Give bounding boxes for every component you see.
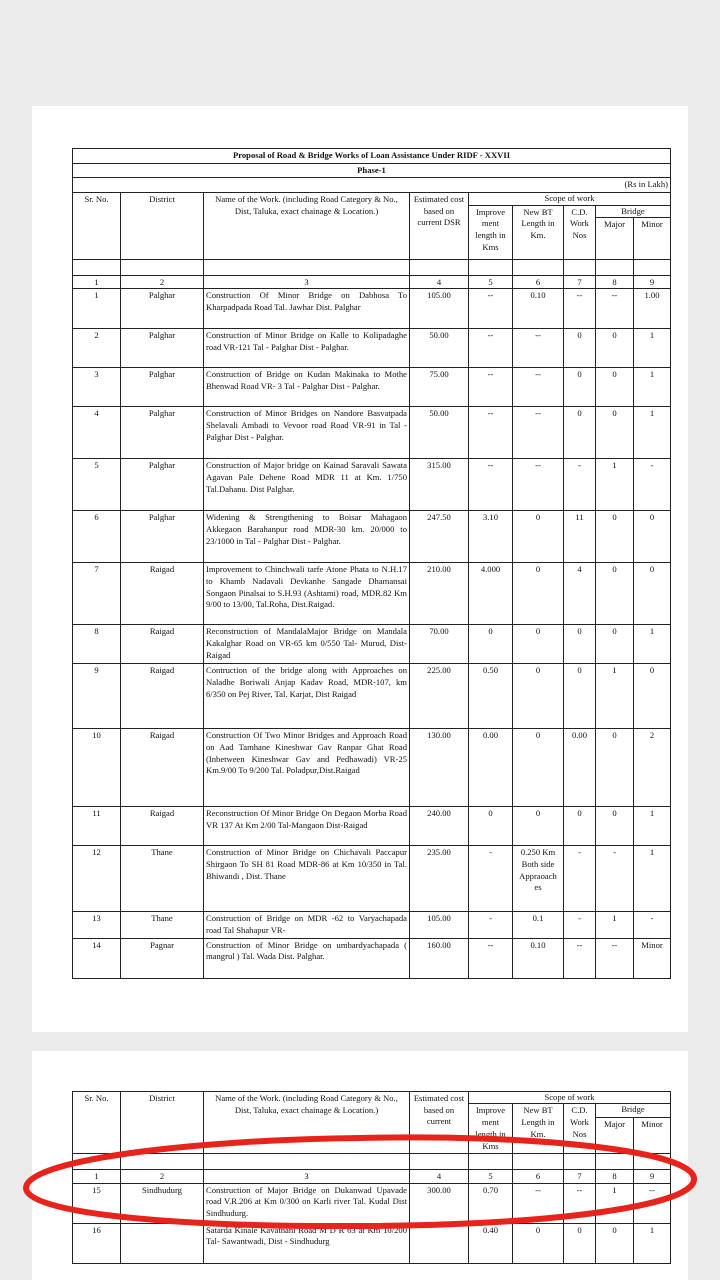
cell-improve: -- [469,289,513,329]
document-page-2 [32,1051,688,1280]
cell-new-bt: -- [513,329,564,368]
cell-cost: 315.00 [410,459,469,511]
cell-district: Raigad [121,625,204,664]
cell-sr: 10 [73,729,121,807]
cell-cost: 70.00 [410,625,469,664]
cell-sr: 8 [73,625,121,664]
table-row [73,459,671,511]
column-number: 3 [204,1170,410,1183]
column-number-row [73,1170,671,1183]
cell-district: Raigad [121,729,204,807]
cell-major: -- [596,289,634,329]
cell-major: -- [596,938,634,978]
cell-minor: 0 [634,563,671,625]
column-number: 1 [73,1170,121,1183]
column-number: 7 [564,275,596,288]
header-sr-no: Sr. No. [73,193,121,260]
column-number: 4 [410,1170,469,1183]
cell-work: Widening & Strengthening to Boisar Mahagaon Akkegaon Barahanpur road MDR-30 km. 20/000 to 23/1000 in Tal - Palghar Dist - Palghar. [204,511,410,563]
table-row [73,329,671,368]
cell-major: 0 [596,407,634,459]
cell-new-bt: -- [513,368,564,407]
cell-work: Construction of Major bridge on Kainad Saravali Sawata Agavan Pale Dehene Road MDR 11 at Km. 1/750 Tal.Dahanu. Dist Palghar. [204,459,410,511]
header-work-name: Name of the Work. (including Road Category & No., Dist, Taluka, exact chainage & Location.) [204,193,410,260]
column-number: 6 [513,1170,564,1183]
table-row [73,912,671,938]
phase-label: Phase-1 [73,163,671,178]
cell-improve: 0 [469,625,513,664]
cell-work: Construction of Bridge on Kudan Makinaka to Mothe Bhenwad Road VR- 3 Tal - Palghar Dist - Palghar. [204,368,410,407]
table-row [73,289,671,329]
header-improvement: Improve ment length in Kms [469,1104,513,1154]
cell-improve: 0.70 [469,1183,513,1223]
cell-district: Sindhudurg [121,1183,204,1223]
header-bridge: Bridge [596,1104,671,1118]
table-row [73,563,671,625]
table-row [73,846,671,912]
cell-sr: 3 [73,368,121,407]
cell-district [121,1223,204,1263]
cell-work: Contruction of the bridge along with Approaches on Naladhe Boriwali Anjap Kadav Road, MDR-107, km 6/350 on Pej River, Tal. Karjat, Dist Raigad [204,664,410,729]
cell-cost: 160.00 [410,938,469,978]
cell-sr: 13 [73,912,121,938]
cell-minor: - [634,459,671,511]
cell-cd: -- [564,289,596,329]
cell-sr: 5 [73,459,121,511]
column-number-row [73,275,671,288]
cell-improve: -- [469,459,513,511]
cell-sr: 2 [73,329,121,368]
cell-work: Satarda Kinale Kavathani Road M D R 63 at Km 10/200 Tal- Sawantwadi, Dist - Sindhudurg [204,1223,410,1263]
table-row [73,807,671,846]
cell-major: 0 [596,511,634,563]
cell-district: Palghar [121,329,204,368]
header-district: District [121,1092,204,1154]
cell-major: - [596,846,634,912]
cell-improve: 0.50 [469,664,513,729]
cell-new-bt: 0 [513,563,564,625]
cell-new-bt: 0 [513,511,564,563]
cell-cd: 0.00 [564,729,596,807]
table-row [73,729,671,807]
table-row [73,664,671,729]
cell-major: 1 [596,1183,634,1223]
column-number: 7 [564,1170,596,1183]
cell-minor: 1 [634,407,671,459]
cell-cd: 0 [564,807,596,846]
cell-work: Construction of Minor Bridge on Kalle to Kolipadaghe road VR-121 Tal - Palghar Dist - Palghar. [204,329,410,368]
header-estimated-cost: Estimated cost based on current [410,1092,469,1154]
cell-cd: - [564,912,596,938]
document-page-1 [32,106,688,1032]
cell-minor: 1 [634,368,671,407]
cell-cost: 50.00 [410,329,469,368]
cell-cd: 0 [564,664,596,729]
cell-work: Construction Of Minor Bridge on Dabhosa To Kharpadpada Road Tal. Jawhar Dist. Palghar [204,289,410,329]
cell-cost: 50.00 [410,407,469,459]
cell-district: Palghar [121,511,204,563]
unit-note: (Rs in Lakh) [73,178,671,193]
cell-minor: 1 [634,846,671,912]
cell-improve: -- [469,329,513,368]
table-title: Proposal of Road & Bridge Works of Loan Assistance Under RIDF - XXVII [73,149,671,164]
cell-new-bt: 0.10 [513,938,564,978]
cell-new-bt: -- [513,1183,564,1223]
header-sr-no: Sr. No. [73,1092,121,1154]
cell-major: 0 [596,1223,634,1263]
cell-improve: 0.40 [469,1223,513,1263]
cell-work: Reconstruction of MandalaMajor Bridge on Mandala Kakalghar Road on VR-65 km 0/550 Tal- Murud, Dist- Raigad [204,625,410,664]
cell-sr: 9 [73,664,121,729]
table-row [73,511,671,563]
cell-cost: 130.00 [410,729,469,807]
column-number: 8 [596,1170,634,1183]
header-minor: Minor [634,1118,671,1154]
cell-cost: 300.00 [410,1183,469,1223]
cell-work: Construction of Minor Bridges on Nandore Basvatpada Shelavali Ambadi to Vevoor road Road VR-91 in Tal - Palghar Dist - Palghar. [204,407,410,459]
cell-district: Palghar [121,407,204,459]
cell-sr: 14 [73,938,121,978]
cell-cd: 0 [564,1223,596,1263]
cell-work: Improvement to Chinchwali tarfe Atone Phata to N.H.17 to Khamb Nadavali Devkanhe Sangade Dhamansai Songaon Pinalsai to S.H.93 (Ashtami) road, MDR.82 Km 9/00 to 13/00, Tal.Roha, Dist.Raigad. [204,563,410,625]
works-table-continued [72,1091,671,1264]
cell-improve: -- [469,938,513,978]
cell-improve: - [469,912,513,938]
cell-improve: -- [469,407,513,459]
column-number: 8 [596,275,634,288]
cell-major: 0 [596,563,634,625]
table-row [73,407,671,459]
cell-new-bt: -- [513,407,564,459]
cell-major: 0 [596,625,634,664]
cell-sr: 1 [73,289,121,329]
cell-improve: - [469,846,513,912]
cell-district: Palghar [121,289,204,329]
cell-new-bt: 0 [513,664,564,729]
cell-minor: 1.00 [634,289,671,329]
header-cd-work: C.D. Work Nos [564,205,596,259]
cell-cd: 0 [564,368,596,407]
header-bridge: Bridge [596,205,671,217]
cell-cd: - [564,459,596,511]
column-number: 6 [513,275,564,288]
cell-cost: 240.00 [410,807,469,846]
cell-cd: 0 [564,329,596,368]
cell-cd: 11 [564,511,596,563]
cell-improve: 0.00 [469,729,513,807]
cell-cd: -- [564,938,596,978]
cell-district: Thane [121,846,204,912]
header-major: Major [596,217,634,259]
table-row [73,368,671,407]
cell-cd: 4 [564,563,596,625]
cell-minor: Minor [634,938,671,978]
table-row [73,1183,671,1223]
cell-improve: 3.10 [469,511,513,563]
cell-sr: 11 [73,807,121,846]
cell-new-bt: 0 [513,729,564,807]
cell-major: 0 [596,368,634,407]
header-new-bt: New BT Length in Km. [513,205,564,259]
cell-new-bt: 0 [513,1223,564,1263]
header-improvement: Improve ment length in Kms [469,205,513,259]
cell-work: Construction of Bridge on MDR -62 to Varyachapada road Tal Shahapur VR- [204,912,410,938]
column-number: 1 [73,275,121,288]
cell-work: Construction of Minor Bridge on umbardyachapada ( mangrul ) Tal. Wada Dist. Palghar. [204,938,410,978]
cell-cost: 75.00 [410,368,469,407]
cell-minor: -- [634,1183,671,1223]
cell-district: Palghar [121,368,204,407]
cell-minor: 2 [634,729,671,807]
column-number: 5 [469,1170,513,1183]
cell-major: 1 [596,459,634,511]
header-new-bt: New BT Length in Km. [513,1104,564,1154]
cell-sr: 12 [73,846,121,912]
column-number: 3 [204,275,410,288]
cell-cost: 105.00 [410,912,469,938]
column-number: 9 [634,275,671,288]
column-number: 4 [410,275,469,288]
table-row [73,938,671,978]
cell-work: Construction Of Two Minor Bridges and Approach Road on Aad Tamhane Kineshwar Gav Ranpar Ghat Road (Inbetween Kineshwar Gav and Pedhawadi) VR-25 Km.9/00 To 9/200 Tal. Poladpur,Dist.Raigad [204,729,410,807]
cell-cd: 0 [564,625,596,664]
cell-improve: 0 [469,807,513,846]
cell-cd: - [564,846,596,912]
cell-district: Raigad [121,664,204,729]
header-estimated-cost: Estimated cost based on current DSR [410,193,469,260]
cell-new-bt: 0.10 [513,289,564,329]
cell-new-bt: 0.250 Km Both side Appraoach es [513,846,564,912]
cell-work: Construction of Minor Bridge on Chichavali Paccapur Shirgaon To SH 81 Road MDR-86 at Km 10/350 in Tal. Bhiwandi , Dist. Thane [204,846,410,912]
cell-district: Palghar [121,459,204,511]
cell-sr: 6 [73,511,121,563]
cell-district: Pagnar [121,938,204,978]
cell-cost: 225.00 [410,664,469,729]
table-row [73,1223,671,1263]
cell-cd: 0 [564,407,596,459]
cell-sr: 4 [73,407,121,459]
column-number: 2 [121,1170,204,1183]
cell-new-bt: 0 [513,625,564,664]
header-work-name: Name of the Work. (including Road Category & No., Dist, Taluka, exact chainage & Location.) [204,1092,410,1154]
cell-district: Raigad [121,807,204,846]
cell-district: Raigad [121,563,204,625]
cell-major: 0 [596,807,634,846]
header-district: District [121,193,204,260]
column-number: 9 [634,1170,671,1183]
column-number: 5 [469,275,513,288]
cell-major: 1 [596,912,634,938]
cell-major: 1 [596,664,634,729]
cell-work: Reconstruction Of Minor Bridge On Degaon Morba Road VR 137 At Km 2/00 Tal-Mangaon Dist-Raigad [204,807,410,846]
cell-minor: 0 [634,664,671,729]
cell-new-bt: 0.1 [513,912,564,938]
cell-major: 0 [596,729,634,807]
cell-sr: 16 [73,1223,121,1263]
cell-improve: 4.000 [469,563,513,625]
cell-minor: 1 [634,625,671,664]
header-cd-work: C.D. Work Nos [564,1104,596,1154]
cell-sr: 15 [73,1183,121,1223]
cell-district: Thane [121,912,204,938]
header-major: Major [596,1118,634,1154]
cell-minor: 1 [634,807,671,846]
cell-cost: 210.00 [410,563,469,625]
header-minor: Minor [634,217,671,259]
cell-cost: 105.00 [410,289,469,329]
cell-sr: 7 [73,563,121,625]
table-row [73,625,671,664]
cell-cost: 235.00 [410,846,469,912]
cell-cost: 247.50 [410,511,469,563]
cell-new-bt: -- [513,459,564,511]
cell-new-bt: 0 [513,807,564,846]
cell-cd: -- [564,1183,596,1223]
cell-minor: 1 [634,329,671,368]
header-scope-of-work: Scope of work [469,193,671,205]
cell-minor: 1 [634,1223,671,1263]
cell-cost [410,1223,469,1263]
cell-minor: 0 [634,511,671,563]
cell-improve: -- [469,368,513,407]
works-table [72,148,671,979]
cell-minor: - [634,912,671,938]
header-scope-of-work: Scope of work [469,1092,671,1104]
cell-work: Construction of Major Bridge on Dukanwad Upavade road V.R.206 at Km 0/300 on Karli river Tal. Kudal Dist Sindhudurg. [204,1183,410,1223]
column-number: 2 [121,275,204,288]
cell-major: 0 [596,329,634,368]
